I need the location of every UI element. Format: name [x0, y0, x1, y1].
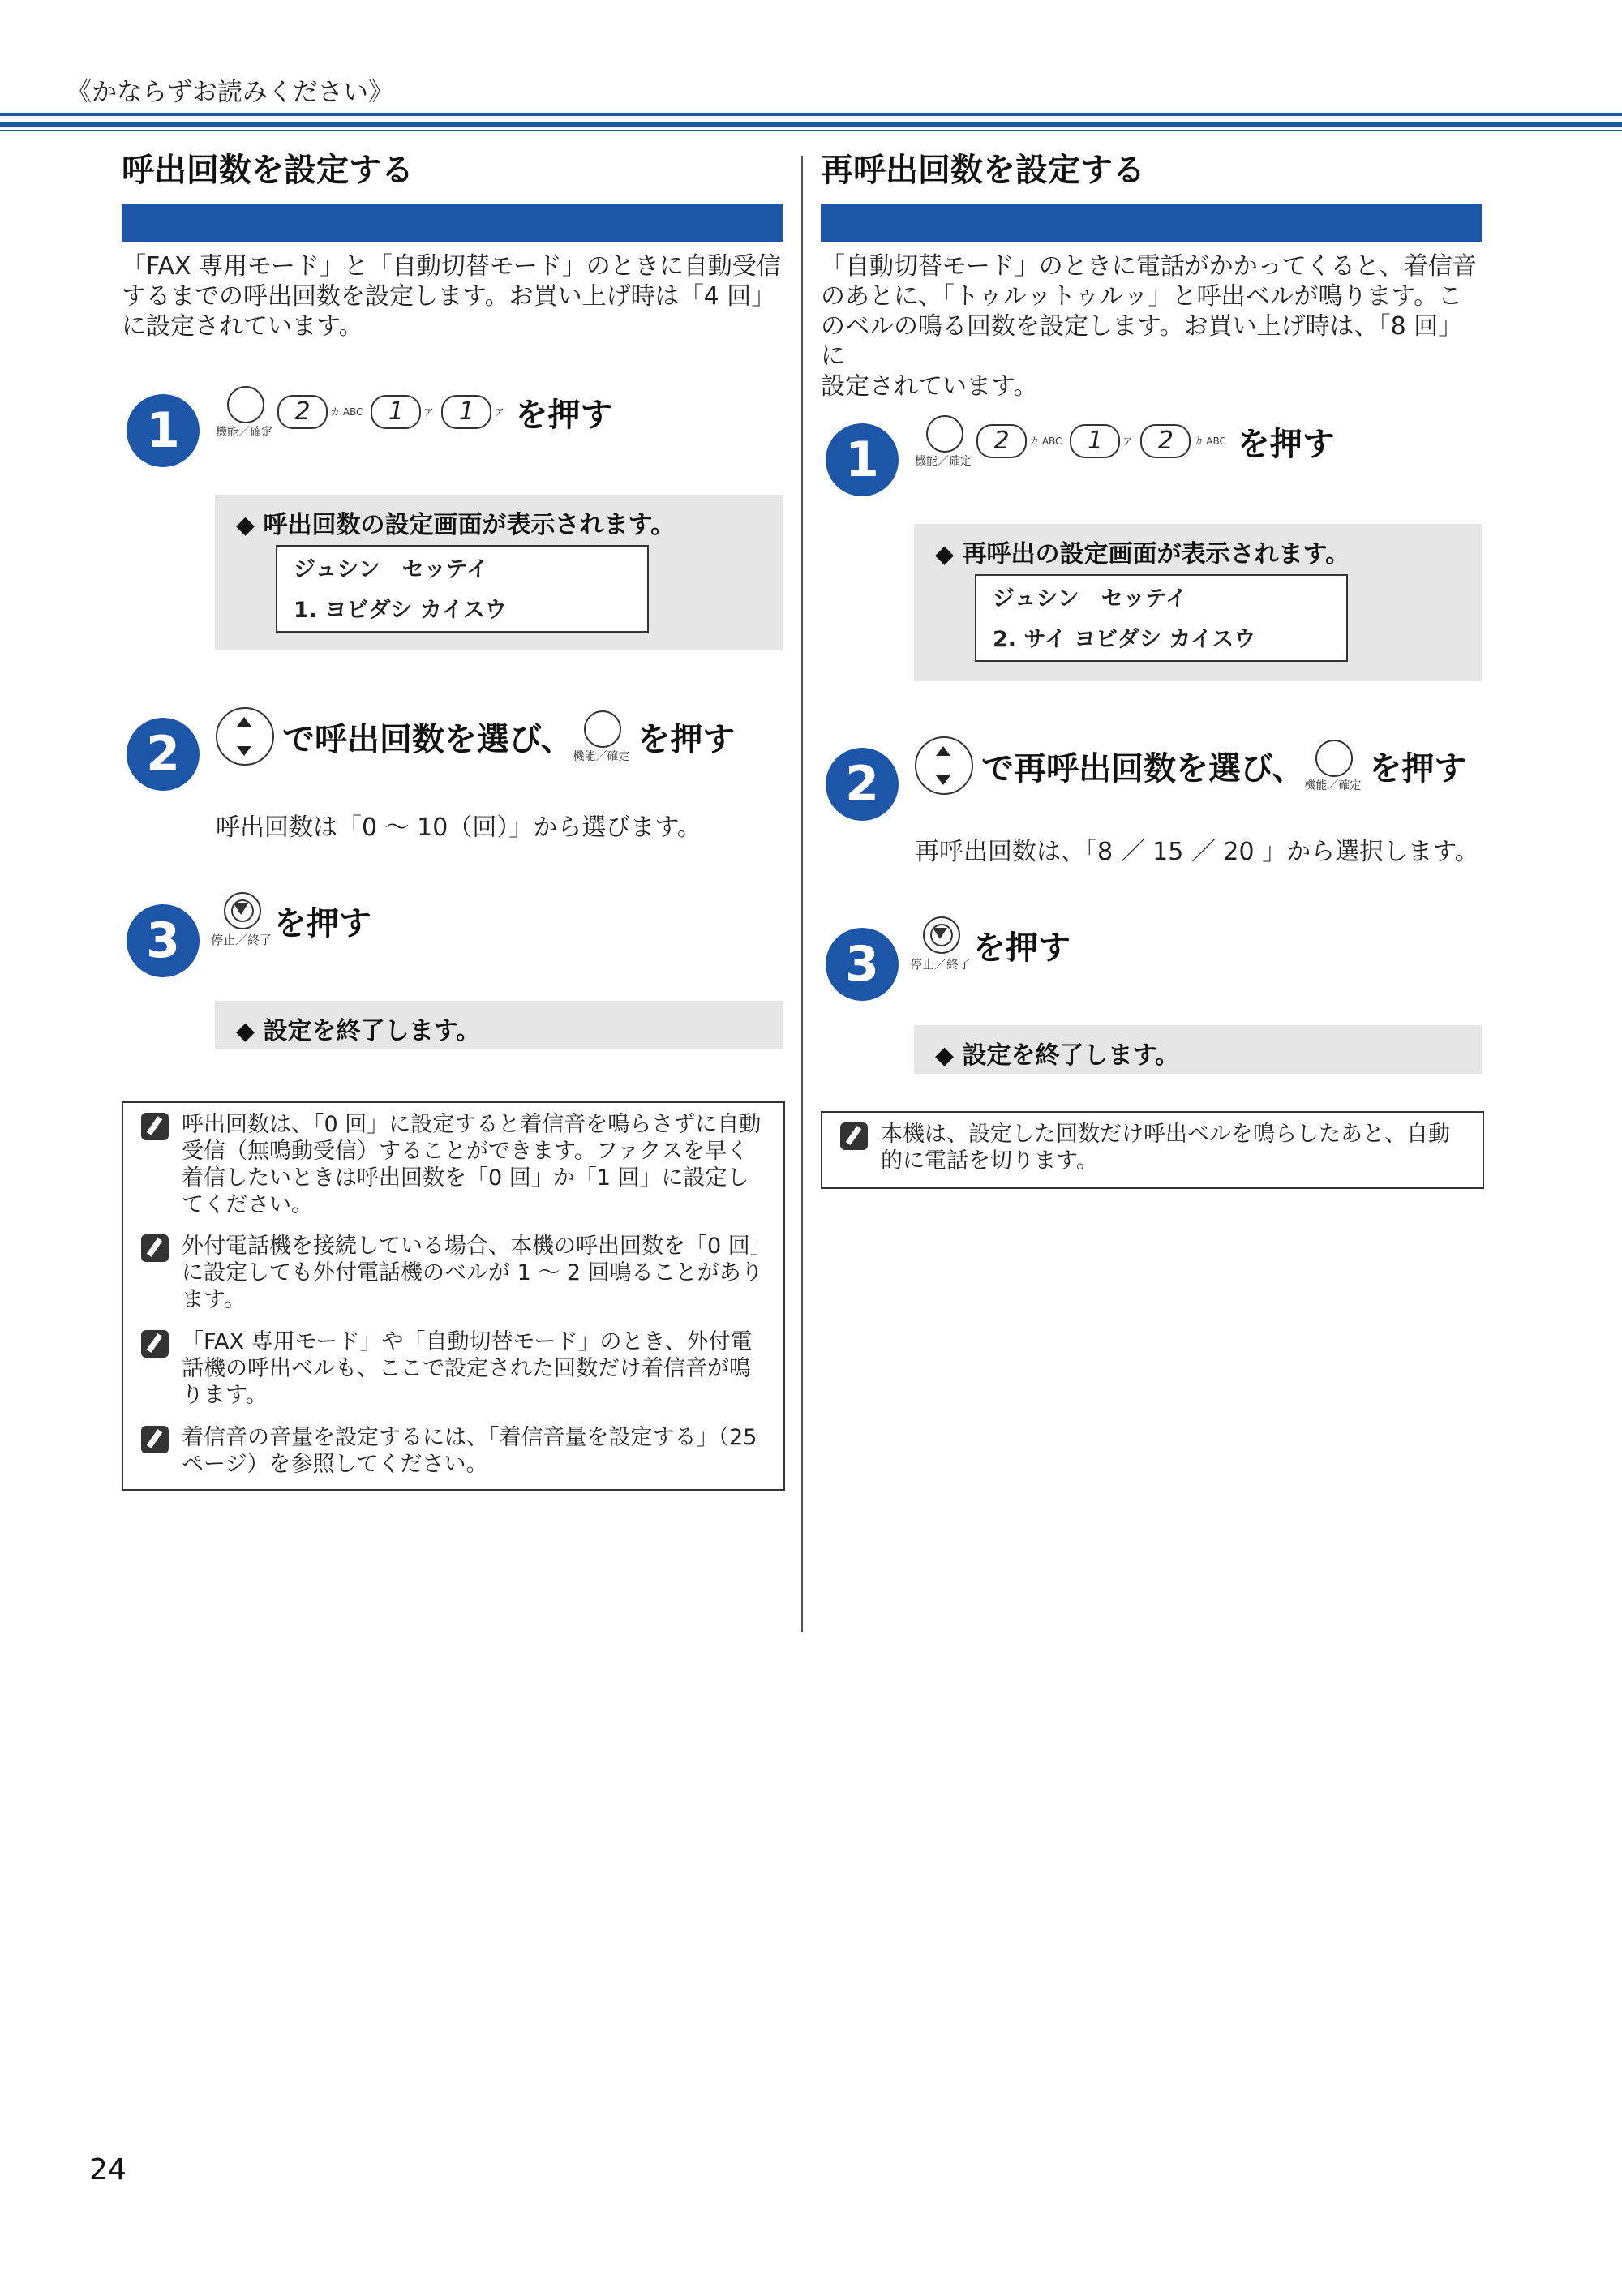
number-key-icon: 1 ア: [1070, 424, 1132, 458]
result-message: ◆ 呼出回数の設定画面が表示されます。: [236, 511, 676, 539]
step-text: で再呼出回数を選び、: [981, 749, 1305, 788]
step-text: を押す: [973, 929, 1071, 967]
step-number: 1: [127, 394, 200, 467]
up-down-key-icon: [915, 736, 973, 795]
result-message: ◆ 設定を終了します。: [935, 1041, 1180, 1070]
ok-key-icon: 機能／確定: [573, 710, 629, 762]
step-text: で呼出回数を選び、: [282, 720, 573, 758]
step-number: 3: [127, 904, 200, 977]
note-item: 「FAX 専用モード」や「自動切替モード」のとき、外付電 話機の呼出ベルも、ここで設定された回数だけ着信音が鳴 ります。: [141, 1328, 757, 1413]
step-heading: [910, 916, 1071, 973]
page-number: 24: [89, 2153, 127, 2187]
step-heading: [211, 892, 371, 949]
note-pencil-icon: [141, 1426, 169, 1453]
page-header-title: 《かならずお読みください》: [67, 78, 393, 107]
result-box: [914, 524, 1482, 681]
note-pencil-icon: [840, 1122, 868, 1150]
step-text: を押す: [515, 396, 613, 434]
step-heading: [915, 736, 1466, 795]
step-text: を押す: [637, 720, 736, 758]
step-text: を押す: [1369, 749, 1467, 788]
step-number: 3: [826, 928, 899, 1001]
section-bar: [122, 204, 783, 242]
note-item: 本機は、設定した回数だけ呼出ベルを鳴らしたあと、自動 的に電話を切ります。: [840, 1121, 1457, 1178]
section-title: 再呼出回数を設定する: [821, 152, 1145, 189]
section-bar: [821, 204, 1482, 242]
up-down-key-icon: [216, 707, 274, 766]
number-key-icon: 2 カ ABC: [976, 424, 1062, 458]
ok-key-icon: 機能／確定: [216, 386, 272, 438]
ok-key-icon: 機能／確定: [915, 415, 972, 467]
notes-box: [122, 1101, 785, 1491]
header-rule: [0, 122, 1622, 127]
stop-key-icon: 停止／終了: [211, 892, 268, 949]
column-divider: [801, 156, 803, 1632]
step-text: を押す: [274, 904, 371, 942]
ok-key-icon: 機能／確定: [1304, 740, 1361, 792]
step-heading: [216, 707, 735, 766]
note-item: 着信音の音量を設定するには、「着信音量を設定する」（25 ページ）を参照してください。: [141, 1424, 757, 1481]
result-message: ◆ 再呼出の設定画面が表示されます。: [935, 540, 1350, 569]
notes-box: [821, 1111, 1484, 1189]
number-key-icon: 2 カ ABC: [277, 395, 363, 429]
number-key-icon: 1 ア: [371, 395, 433, 429]
note-pencil-icon: [141, 1113, 169, 1140]
step-number: 2: [826, 748, 899, 821]
number-key-icon: 2 カ ABC: [1140, 424, 1225, 458]
step-text: を押す: [1237, 425, 1335, 463]
note-pencil-icon: [141, 1330, 169, 1358]
intro-text: 「自動切替モード」のときに電話がかかってくると、着信音 のあとに、「トゥルットゥルッ」と呼出ベルが鳴ります。こ のベルの鳴る回数を設定します。お買い上げ時は、「8 回」に 設定されています。: [821, 252, 1477, 401]
number-key-icon: 1 ア: [441, 395, 504, 429]
step-description: 再呼出回数は、「8 ／ 15 ／ 20 」から選択します。: [915, 838, 1479, 866]
result-box: [215, 1001, 783, 1049]
step-number: 1: [826, 423, 899, 496]
result-box: [215, 495, 783, 650]
note-pencil-icon: [141, 1234, 169, 1262]
note-item: 外付電話機を接続している場合、本機の呼出回数を「0 回」 に設定しても外付電話機のベルが 1 ～ 2 回鳴ることがあり ます。: [141, 1233, 757, 1317]
stop-key-icon: 停止／終了: [910, 916, 967, 973]
result-box: [914, 1025, 1482, 1074]
header-rule: [0, 113, 1622, 116]
lcd-display: ジュシン セッテイ 2. サイ ヨビダシ カイスウ: [975, 574, 1348, 662]
step-heading: [216, 386, 612, 438]
section-title: 呼出回数を設定する: [122, 152, 414, 189]
step-description: 呼出回数は「0 ～ 10（回）」から選びます。: [216, 813, 702, 842]
step-number: 2: [127, 718, 200, 791]
note-item: 呼出回数は、「0 回」に設定すると着信音を鳴らさずに自動 受信（無鳴動受信）することができます。ファクスを早く 着信したいときは呼出回数を「0 回」か「1 回」に設定し てください。: [141, 1111, 757, 1225]
lcd-display: ジュシン セッテイ 1. ヨビダシ カイスウ: [276, 545, 649, 633]
header-rule: [0, 130, 1622, 131]
result-message: ◆ 設定を終了します。: [236, 1017, 481, 1045]
intro-text: 「FAX 専用モード」と「自動切替モード」のときに自動受信 するまでの呼出回数を設定します。お買い上げ時は「4 回」 に設定されています。: [122, 252, 781, 341]
step-heading: [915, 415, 1335, 467]
